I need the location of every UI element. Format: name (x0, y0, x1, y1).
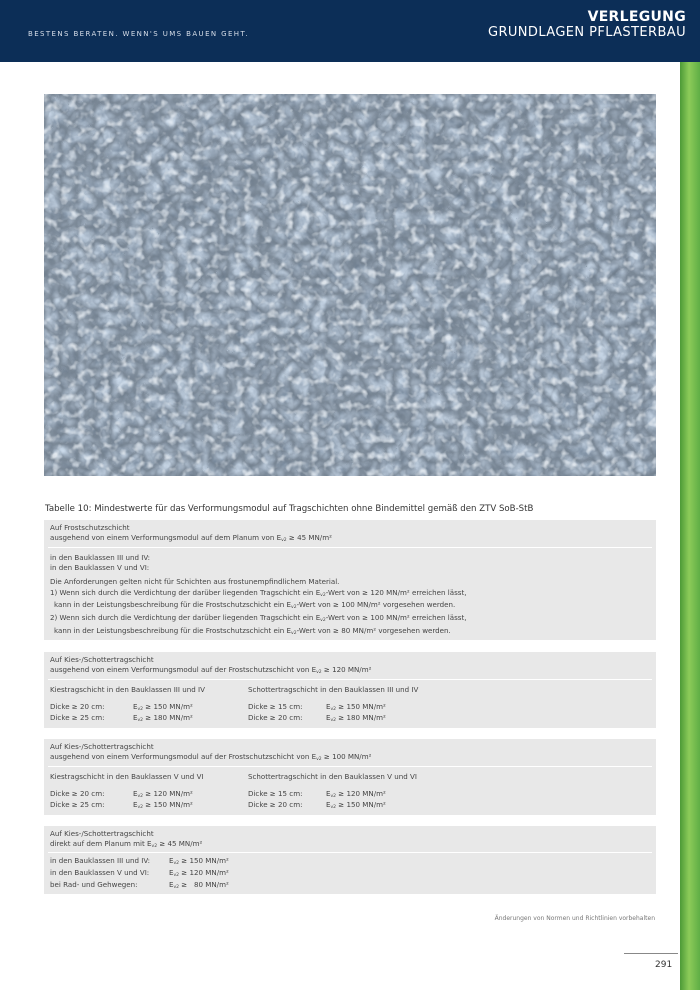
ev2-value: $E_{v2} \ge 150$ MN/m² (326, 702, 386, 712)
table-section-frostschutzschicht (44, 520, 656, 640)
page-number: 291 (655, 960, 673, 970)
note-line: Die Anforderungen gelten nicht für Schichten aus frostunempfindlichem Material. (50, 577, 340, 586)
header-title-group (488, 9, 686, 41)
section-requirement: ausgehend von einem Verformungsmodul auf der Frostschutzschicht von $E_{v2} \ge 120$ MN/m² (50, 665, 372, 675)
ev2-value: $E_{v2} \ge 120$ MN/m² (169, 868, 229, 878)
ev2-value: $E_{v2} \ge 150$ MN/m² (326, 800, 386, 810)
gravel-photo (44, 94, 656, 476)
section-divider (48, 766, 652, 767)
footnote-1-line: 1) Wenn sich durch die Verdichtung der darüber liegenden Tragschicht ein $E_{v2}$-Wert von ≥ 120 MN/m² erreichen lässt, (50, 588, 467, 598)
green-side-bar (680, 62, 700, 990)
footnote-2-line: kann in der Leistungsbeschreibung für die Frostschutzschicht ein $E_{v2}$-Wert von ≥ 80 MN/m² vorgesehen werden. (54, 626, 451, 636)
column-header-kies: Kiestragschicht in den Bauklassen III und IV (50, 685, 205, 694)
footnote-1-line: kann in der Leistungsbeschreibung für die Frostschutzschicht ein $E_{v2}$-Wert von ≥ 100 MN/m² vorgesehen werden. (54, 600, 456, 610)
ev2-value: $E_{v2} \ge 150$ MN/m² (133, 800, 193, 810)
section-requirement: ausgehend von einem Verformungsmodul auf der Frostschutzschicht von $E_{v2} \ge 100$ MN/m² (50, 752, 372, 762)
dicke-label: Dicke ≥ 20 cm: (50, 702, 105, 711)
bauklasse-line: in den Bauklassen V und VI: (50, 563, 150, 572)
ev2-value: $E_{v2} \ge 150$ MN/m² (133, 702, 193, 712)
footnote-2-line: 2) Wenn sich durch die Verdichtung der darüber liegenden Tragschicht ein $E_{v2}$-Wert von ≥ 100 MN/m² erreichen lässt, (50, 613, 467, 623)
section-requirement: ausgehend von einem Verformungsmodul auf dem Planum von $E_{v2} \ge 45$ MN/m² (50, 533, 332, 543)
ev2-value: $E_{v2} \ge 180$ MN/m² (326, 713, 386, 723)
page-header (0, 0, 700, 62)
section-title: Auf Kies-/Schottertragschicht (50, 742, 154, 751)
dicke-label: Dicke ≥ 25 cm: (50, 713, 105, 722)
section-requirement: direkt auf dem Planum mit $E_{v2} \ge 45$ MN/m² (50, 839, 203, 849)
ev2-value: $E_{v2} \ge 120$ MN/m² (326, 789, 386, 799)
section-divider (48, 547, 652, 548)
bauklasse-label: in den Bauklassen III und IV: (50, 856, 151, 865)
chapter-title: VERLEGUNG (587, 9, 686, 25)
bauklasse-label: in den Bauklassen V und VI: (50, 868, 150, 877)
table-caption: Tabelle 10: Mindestwerte für das Verformungsmodul auf Tragschichten ohne Bindemittel gemäß den ZTV SoB-StB (45, 504, 534, 514)
bauklasse-label: bei Rad- und Gehwegen: (50, 880, 138, 889)
header-slogan: BESTENS BERATEN. WENN'S UMS BAUEN GEHT. (28, 30, 249, 38)
section-title: Auf Frostschutzschicht (50, 523, 130, 532)
section-title: Auf Kies-/Schottertragschicht (50, 655, 154, 664)
disclaimer-note: Änderungen von Normen und Richtlinien vorbehalten (494, 915, 655, 922)
dicke-label: Dicke ≥ 15 cm: (248, 702, 303, 711)
section-title: Auf Kies-/Schottertragschicht (50, 829, 154, 838)
table-section-kies-schotter-120 (44, 652, 656, 728)
section-divider (48, 852, 652, 853)
section-divider (48, 679, 652, 680)
ev2-value: $E_{v2} \ge 180$ MN/m² (133, 713, 193, 723)
ev2-value: $E_{v2} \ge 120$ MN/m² (133, 789, 193, 799)
dicke-label: Dicke ≥ 25 cm: (50, 800, 105, 809)
page-number-rule (624, 953, 678, 954)
column-header-schotter: Schottertragschicht in den Bauklassen III und IV (248, 685, 419, 694)
table-section-kies-schotter-planum (44, 826, 656, 894)
dicke-label: Dicke ≥ 20 cm: (248, 800, 303, 809)
column-header-kies: Kiestragschicht in den Bauklassen V und VI (50, 772, 204, 781)
chapter-subtitle: GRUNDLAGEN PFLASTERBAU (487, 25, 686, 40)
bauklasse-line: in den Bauklassen III und IV: (50, 553, 151, 562)
dicke-label: Dicke ≥ 15 cm: (248, 789, 303, 798)
dicke-label: Dicke ≥ 20 cm: (50, 789, 105, 798)
dicke-label: Dicke ≥ 20 cm: (248, 713, 303, 722)
ev2-value: $E_{v2} \ge 150$ MN/m² (169, 856, 229, 866)
table-section-kies-schotter-100 (44, 739, 656, 815)
ev2-value: $E_{v2} \ge 80$ MN/m² (169, 880, 229, 890)
column-header-schotter: Schottertragschicht in den Bauklassen V und VI (248, 772, 417, 781)
